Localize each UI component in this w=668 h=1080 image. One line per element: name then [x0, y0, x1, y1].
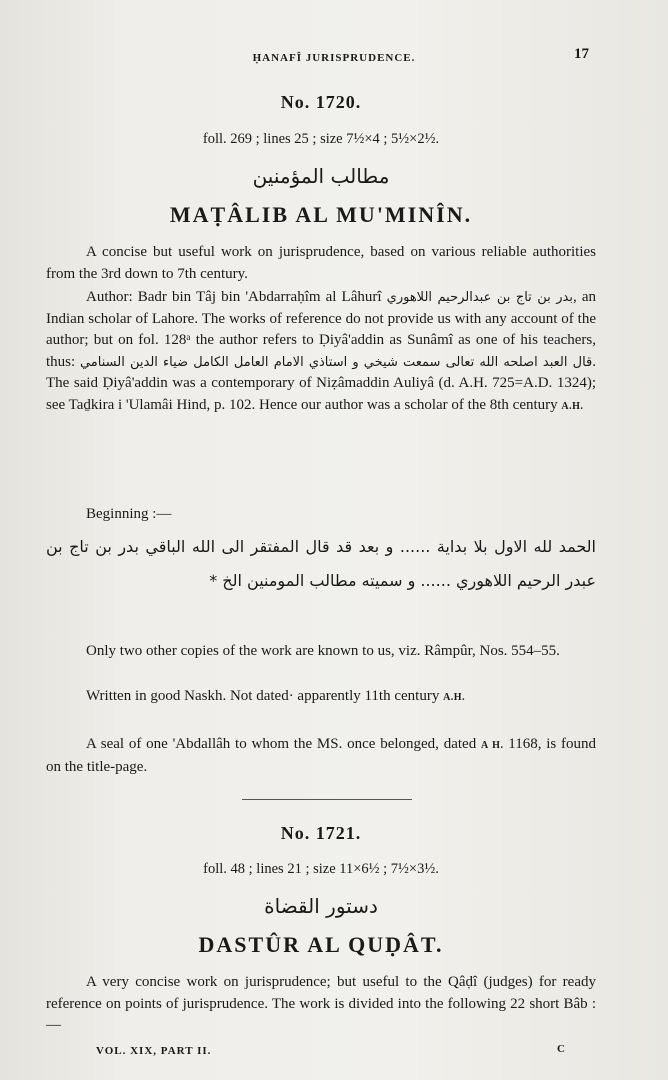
seal-paragraph: [46, 734, 596, 778]
script-paragraph: [46, 686, 596, 709]
entry-number-1721: No. 1721.: [280, 823, 362, 843]
author-text-a: Author: Badr bin Tâj bin 'Abdarraḥîm al Lâhurî: [86, 289, 382, 305]
seal-text-b: 1168, is found on the title-page.: [46, 736, 597, 775]
arabic-quotation-inline: قال العبد اصلحه الله تعالى سمعت شيخي و استاذي الامام العامل الكامل ضياء الدين السنامي: [79, 354, 593, 370]
seal-text-a: A seal of one 'Abdallâh to whom the MS. once belonged, dated: [86, 736, 477, 752]
signature-mark: C: [557, 1043, 565, 1055]
beginning-arabic-quote: الحمد لله الاول بلا بداية ...... و بعد قد قال المفتقر الى الله الباقي بدر بن تاج بن عبدر الرحيم اللاهوري ...... و سميته مطالب المومنين الخ *: [46, 537, 596, 590]
beginning-label: Beginning :—: [86, 506, 172, 522]
author-arabic-name: بدر بن تاج بن عبدالرحيم اللاهوري: [386, 290, 573, 305]
era-abbrev: A.H.: [443, 692, 466, 703]
arabic-title-1720: مطالب المؤمنين: [252, 164, 390, 188]
author-text-c: . The said Ḍiyâ'addin was a contemporary of Niẓâmaddin Auliyâ (d. A.H. 725=A.D. 1324); see Taḏkira i 'Ulamâi Hind, p. 102. Hence our author was a scholar of the 8th century: [46, 353, 596, 413]
page-number: 17: [574, 46, 589, 62]
era-abbrev: A H.: [480, 740, 504, 751]
arabic-title-1721: دستور القضاة: [264, 894, 378, 918]
section-divider: [242, 799, 412, 800]
foll-description-1720: foll. 269 ; lines 25 ; size 7½×4 ; 5½×2½.: [202, 131, 440, 147]
foll-description-1721: foll. 48 ; lines 21 ; size 11×6½ ; 7½×3½.: [203, 861, 439, 877]
author-text-b: , an Indian scholar of Lahore. The works of reference do not provide us with any account of the author; but on fol. 128ᵃ the author refers to Ḍiyâ'addin as Sunâmî as one of his teachers, thus:: [46, 289, 597, 370]
era-abbrev: A.H.: [561, 400, 584, 412]
volume-footer: VOL. XIX, PART II.: [96, 1045, 212, 1057]
dastur-description-paragraph: A very concise work on jurisprudence; but useful to the Qâḍî (judges) for ready reference on points of jurisprudence. The work is divided into the following 22 short Bâb :—: [46, 974, 596, 1033]
script-text: Written in good Naskh. Not dated· apparently 11th century: [86, 688, 440, 704]
latin-title-1720: MAṬÂLIB AL MU'MINÎN.: [169, 202, 473, 227]
latin-title-1721: DASTÛR AL QUḌÂT.: [198, 932, 444, 957]
entry-number-1720: No. 1720.: [280, 92, 362, 112]
author-paragraph: [46, 287, 596, 417]
running-head: ḤANAFÎ JURISPRUDENCE.: [252, 52, 416, 64]
description-paragraph: A concise but useful work on jurisprudence, based on various reliable authorities from the 3rd down to 7th century.: [46, 244, 596, 282]
copies-paragraph: Only two other copies of the work are known to us, viz. Râmpûr, Nos. 554–55.: [86, 643, 560, 659]
